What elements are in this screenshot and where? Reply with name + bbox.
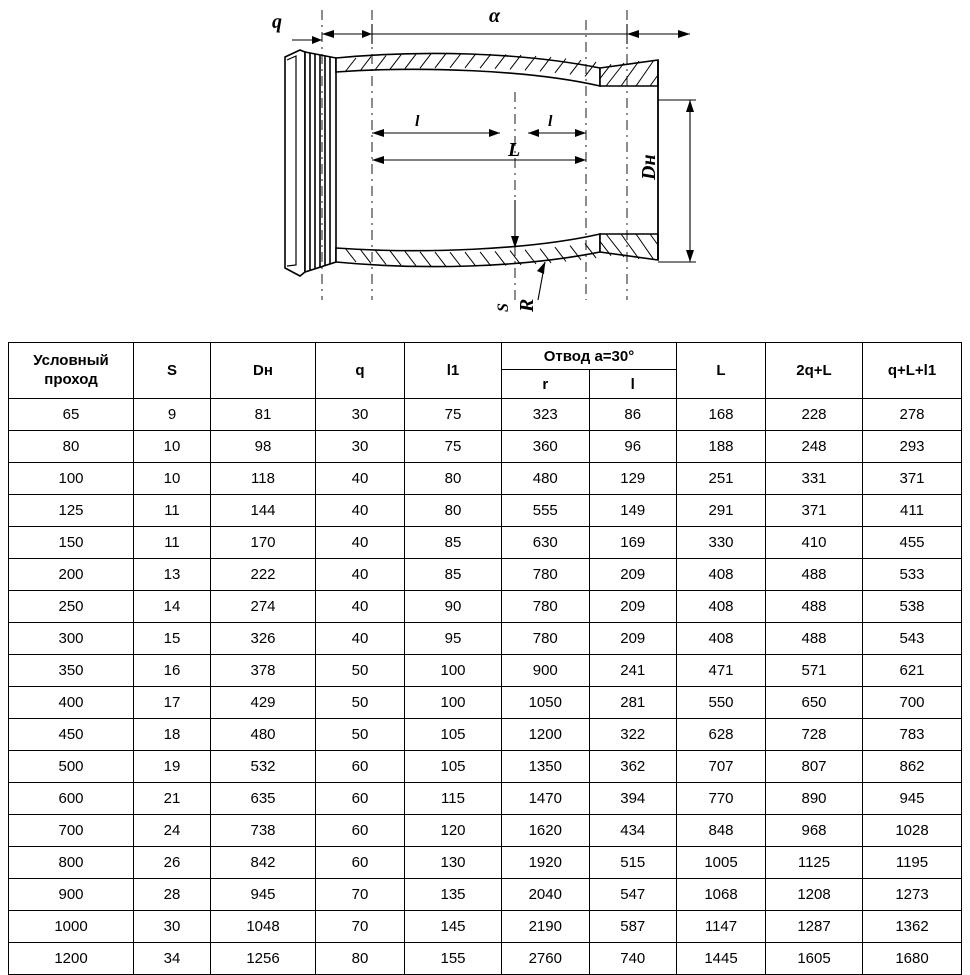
cell-bigl: 471 [677, 655, 766, 687]
cell-dh: 222 [211, 559, 316, 591]
cell-l1: 155 [405, 943, 502, 975]
cell-bigl: 330 [677, 527, 766, 559]
cell-l1: 135 [405, 879, 502, 911]
cell-q2l: 571 [766, 655, 863, 687]
cell-qll1: 543 [863, 623, 962, 655]
cell-dn: 400 [9, 687, 134, 719]
cell-dh: 81 [211, 399, 316, 431]
table-row [9, 655, 962, 687]
cell-l1: 80 [405, 495, 502, 527]
cell-r: 1620 [502, 815, 590, 847]
cell-q: 70 [316, 911, 405, 943]
cell-bigl: 188 [677, 431, 766, 463]
cell-q: 40 [316, 591, 405, 623]
cell-s: 16 [134, 655, 211, 687]
cell-l1: 95 [405, 623, 502, 655]
cell-qll1: 455 [863, 527, 962, 559]
table-head [9, 343, 962, 399]
cell-q2l: 371 [766, 495, 863, 527]
label-alpha: α [489, 5, 501, 27]
cell-q: 40 [316, 623, 405, 655]
table-row [9, 399, 962, 431]
cell-s: 15 [134, 623, 211, 655]
cell-q2l: 331 [766, 463, 863, 495]
cell-q2l: 807 [766, 751, 863, 783]
cell-dn: 900 [9, 879, 134, 911]
cell-qll1: 538 [863, 591, 962, 623]
cell-bigl: 848 [677, 815, 766, 847]
cell-q2l: 248 [766, 431, 863, 463]
table-row [9, 943, 962, 975]
cell-l1: 130 [405, 847, 502, 879]
label-S: S [495, 303, 512, 312]
cell-q: 60 [316, 815, 405, 847]
label-l-left: l [415, 113, 420, 130]
cell-dn: 80 [9, 431, 134, 463]
cell-l: 434 [589, 815, 677, 847]
cell-r: 1050 [502, 687, 590, 719]
cell-bigl: 168 [677, 399, 766, 431]
header-uslovny-prohod-line1: Условный проход [33, 351, 109, 388]
cell-q: 80 [316, 943, 405, 975]
cell-l: 86 [589, 399, 677, 431]
cell-dn: 200 [9, 559, 134, 591]
cell-r: 555 [502, 495, 590, 527]
label-L: L [508, 139, 521, 161]
cell-dh: 480 [211, 719, 316, 751]
cell-qll1: 293 [863, 431, 962, 463]
cell-s: 9 [134, 399, 211, 431]
cell-l1: 75 [405, 431, 502, 463]
pipe-bend-svg [0, 0, 970, 340]
cell-qll1: 1028 [863, 815, 962, 847]
cell-l: 96 [589, 431, 677, 463]
cell-dh: 274 [211, 591, 316, 623]
cell-q: 30 [316, 399, 405, 431]
cell-s: 24 [134, 815, 211, 847]
cell-dh: 1256 [211, 943, 316, 975]
cell-q: 70 [316, 879, 405, 911]
cell-l1: 115 [405, 783, 502, 815]
cell-l1: 85 [405, 527, 502, 559]
cell-qll1: 862 [863, 751, 962, 783]
cell-q2l: 968 [766, 815, 863, 847]
cell-r: 1200 [502, 719, 590, 751]
header-2q-plus-l: 2q+L [766, 343, 863, 399]
cell-dn: 1000 [9, 911, 134, 943]
cell-qll1: 533 [863, 559, 962, 591]
cell-bigl: 1445 [677, 943, 766, 975]
cell-qll1: 945 [863, 783, 962, 815]
cell-bigl: 408 [677, 591, 766, 623]
cell-l1: 90 [405, 591, 502, 623]
cell-s: 17 [134, 687, 211, 719]
cell-qll1: 371 [863, 463, 962, 495]
table-row [9, 847, 962, 879]
technical-drawing [0, 0, 970, 340]
table-row [9, 879, 962, 911]
cell-l: 209 [589, 623, 677, 655]
table-row [9, 623, 962, 655]
cell-q2l: 728 [766, 719, 863, 751]
cell-q: 50 [316, 655, 405, 687]
cell-q2l: 488 [766, 591, 863, 623]
cell-bigl: 251 [677, 463, 766, 495]
cell-dh: 429 [211, 687, 316, 719]
cell-s: 19 [134, 751, 211, 783]
cell-r: 480 [502, 463, 590, 495]
cell-bigl: 291 [677, 495, 766, 527]
cell-q: 50 [316, 719, 405, 751]
label-R: R [516, 298, 538, 312]
header-l: l [589, 370, 677, 399]
table-row [9, 495, 962, 527]
cell-bigl: 770 [677, 783, 766, 815]
cell-qll1: 1195 [863, 847, 962, 879]
cell-q2l: 1605 [766, 943, 863, 975]
cell-l1: 120 [405, 815, 502, 847]
cell-qll1: 1680 [863, 943, 962, 975]
cell-l: 740 [589, 943, 677, 975]
cell-dh: 378 [211, 655, 316, 687]
cell-l1: 105 [405, 719, 502, 751]
cell-qll1: 1273 [863, 879, 962, 911]
header-uslovny-prohod [9, 343, 134, 399]
cell-dh: 945 [211, 879, 316, 911]
cell-q2l: 410 [766, 527, 863, 559]
cell-q: 40 [316, 527, 405, 559]
label-Dn: Dн [638, 154, 660, 180]
cell-s: 10 [134, 431, 211, 463]
cell-dh: 144 [211, 495, 316, 527]
cell-dh: 842 [211, 847, 316, 879]
cell-bigl: 628 [677, 719, 766, 751]
cell-bigl: 408 [677, 623, 766, 655]
cell-l: 209 [589, 559, 677, 591]
cell-bigl: 1068 [677, 879, 766, 911]
cell-dn: 100 [9, 463, 134, 495]
cell-s: 21 [134, 783, 211, 815]
cell-dn: 450 [9, 719, 134, 751]
cell-s: 26 [134, 847, 211, 879]
cell-l1: 100 [405, 655, 502, 687]
cell-l1: 80 [405, 463, 502, 495]
cell-dh: 532 [211, 751, 316, 783]
label-q: q [272, 11, 282, 33]
cell-dn: 800 [9, 847, 134, 879]
cell-q2l: 488 [766, 623, 863, 655]
cell-s: 13 [134, 559, 211, 591]
cell-dh: 118 [211, 463, 316, 495]
table-row [9, 719, 962, 751]
cell-r: 1350 [502, 751, 590, 783]
cell-qll1: 278 [863, 399, 962, 431]
cell-dn: 300 [9, 623, 134, 655]
cell-q2l: 890 [766, 783, 863, 815]
table-header-row-1 [9, 343, 962, 370]
cell-l: 515 [589, 847, 677, 879]
cell-bigl: 1147 [677, 911, 766, 943]
cell-s: 14 [134, 591, 211, 623]
cell-r: 780 [502, 591, 590, 623]
cell-dh: 98 [211, 431, 316, 463]
cell-dn: 700 [9, 815, 134, 847]
cell-l: 394 [589, 783, 677, 815]
table-row [9, 431, 962, 463]
cell-l: 241 [589, 655, 677, 687]
cell-l: 149 [589, 495, 677, 527]
cell-s: 34 [134, 943, 211, 975]
cell-r: 2760 [502, 943, 590, 975]
header-dn: Dн [211, 343, 316, 399]
table-row [9, 751, 962, 783]
cell-l: 169 [589, 527, 677, 559]
cell-s: 30 [134, 911, 211, 943]
cell-dn: 500 [9, 751, 134, 783]
cell-r: 630 [502, 527, 590, 559]
header-q: q [316, 343, 405, 399]
label-l-right: l [548, 113, 553, 130]
header-q-plus-l-plus-l1: q+L+l1 [863, 343, 962, 399]
cell-s: 11 [134, 527, 211, 559]
cell-dh: 635 [211, 783, 316, 815]
table-row [9, 687, 962, 719]
cell-q2l: 228 [766, 399, 863, 431]
table-row [9, 559, 962, 591]
cell-r: 360 [502, 431, 590, 463]
cell-l: 547 [589, 879, 677, 911]
cell-qll1: 411 [863, 495, 962, 527]
cell-dn: 125 [9, 495, 134, 527]
header-otvod-group: Отвод a=30° [502, 343, 677, 370]
cell-q: 40 [316, 495, 405, 527]
cell-q: 40 [316, 463, 405, 495]
cell-dh: 326 [211, 623, 316, 655]
specification-table-wrapper [8, 342, 962, 975]
header-l1: l1 [405, 343, 502, 399]
cell-q2l: 1208 [766, 879, 863, 911]
cell-qll1: 700 [863, 687, 962, 719]
cell-r: 1920 [502, 847, 590, 879]
cell-qll1: 621 [863, 655, 962, 687]
cell-r: 900 [502, 655, 590, 687]
cell-r: 1470 [502, 783, 590, 815]
cell-s: 10 [134, 463, 211, 495]
table-row [9, 591, 962, 623]
cell-l: 281 [589, 687, 677, 719]
cell-bigl: 550 [677, 687, 766, 719]
cell-q: 60 [316, 847, 405, 879]
cell-l1: 105 [405, 751, 502, 783]
cell-l: 587 [589, 911, 677, 943]
header-s: S [134, 343, 211, 399]
cell-s: 28 [134, 879, 211, 911]
cell-dn: 1200 [9, 943, 134, 975]
header-r: r [502, 370, 590, 399]
table-body [9, 399, 962, 975]
cell-r: 2040 [502, 879, 590, 911]
cell-dh: 1048 [211, 911, 316, 943]
cell-dn: 350 [9, 655, 134, 687]
cell-qll1: 783 [863, 719, 962, 751]
cell-dn: 65 [9, 399, 134, 431]
cell-s: 18 [134, 719, 211, 751]
cell-l: 209 [589, 591, 677, 623]
cell-dh: 170 [211, 527, 316, 559]
cell-q: 60 [316, 783, 405, 815]
table-row [9, 783, 962, 815]
cell-l1: 100 [405, 687, 502, 719]
cell-r: 780 [502, 623, 590, 655]
cell-bigl: 408 [677, 559, 766, 591]
cell-bigl: 1005 [677, 847, 766, 879]
cell-l: 322 [589, 719, 677, 751]
cell-q: 60 [316, 751, 405, 783]
cell-l: 129 [589, 463, 677, 495]
cell-q: 40 [316, 559, 405, 591]
cell-s: 11 [134, 495, 211, 527]
cell-l: 362 [589, 751, 677, 783]
cell-q2l: 488 [766, 559, 863, 591]
table-row [9, 527, 962, 559]
cell-bigl: 707 [677, 751, 766, 783]
cell-dn: 150 [9, 527, 134, 559]
cell-q: 50 [316, 687, 405, 719]
cell-l1: 75 [405, 399, 502, 431]
cell-r: 780 [502, 559, 590, 591]
table-row [9, 911, 962, 943]
header-bigl: L [677, 343, 766, 399]
cell-r: 323 [502, 399, 590, 431]
cell-dh: 738 [211, 815, 316, 847]
cell-dn: 250 [9, 591, 134, 623]
specification-table [8, 342, 962, 975]
cell-l1: 85 [405, 559, 502, 591]
cell-r: 2190 [502, 911, 590, 943]
cell-q: 30 [316, 431, 405, 463]
cell-qll1: 1362 [863, 911, 962, 943]
cell-q2l: 1125 [766, 847, 863, 879]
cell-q2l: 1287 [766, 911, 863, 943]
cell-q2l: 650 [766, 687, 863, 719]
table-row [9, 463, 962, 495]
cell-l1: 145 [405, 911, 502, 943]
cell-dn: 600 [9, 783, 134, 815]
table-row [9, 815, 962, 847]
